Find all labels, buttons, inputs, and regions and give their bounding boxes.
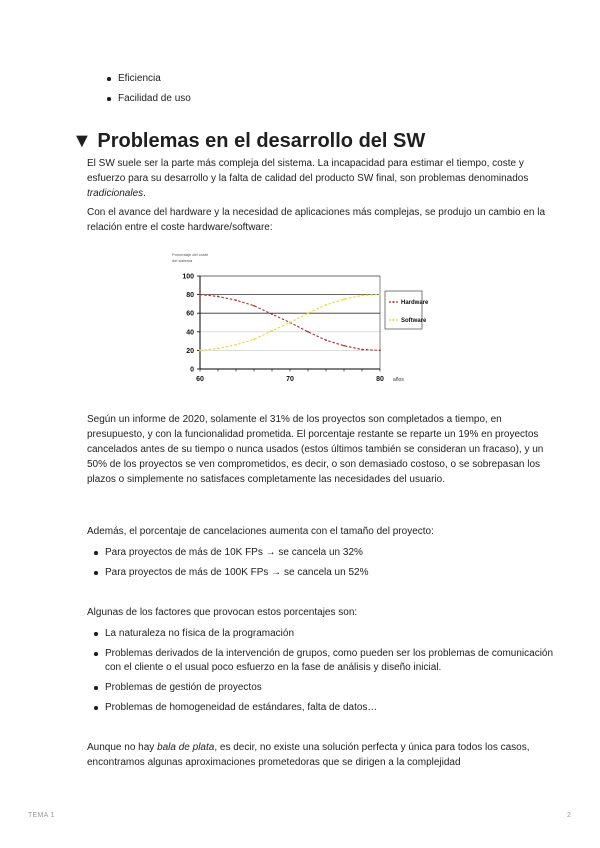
data-point [379,294,381,296]
y-tick-label: 60 [186,310,194,318]
y-tick-label: 20 [186,347,194,355]
data-point [325,339,327,341]
data-point [307,331,309,333]
list-item: La naturaleza no física de la programación [105,627,555,641]
data-point [271,330,273,332]
factors-list [105,627,555,721]
y-tick-label: 100 [182,273,194,281]
cancel-list [105,546,555,586]
data-point [343,345,345,347]
paragraph-intro: El SW suele ser la parte más compleja del sistema. La incapacidad para estimar el tiempo, coste y esfuerzo para su desarrollo y la falta de calidad del producto SW final, son problemas denominados tradicionales. [87,158,529,199]
footer-chapter: TEMA 1 [28,812,55,819]
paragraph-cancelaciones: Además, el porcentaje de cancelaciones aumenta con el tamaño del proyecto: [87,526,434,537]
data-point [379,350,381,352]
data-point [307,312,309,314]
data-point [253,305,255,307]
legend-marker [393,301,395,303]
paragraph-factores: Algunas de los factores que provocan estos porcentajes son: [87,607,358,618]
data-point [253,338,255,340]
data-point [361,295,363,297]
list-item: Eficiencia [118,72,191,86]
chart-title-line: Porcentaje del coste [172,252,209,257]
paragraph-bala-de-plata: Aunque no hay bala de plata, es decir, no existe una solución perfecta y única para todos los casos, encontramos algunas aproximaciones prometedoras que se dirigen a la complejidad [87,742,530,768]
data-point [361,349,363,351]
emphasis-text: tradicionales [87,188,144,199]
data-point [217,296,219,298]
collapse-triangle-icon[interactable]: ▼ [72,130,92,152]
list-item: Para proyectos de más de 100K FPs → se cancela un 52% [105,566,555,580]
list-item: Problemas de gestión de proyectos [105,681,555,695]
data-point [289,322,291,324]
legend-label: Hardware [401,300,429,307]
top-bullet-list [118,72,191,112]
chart-title [172,252,209,263]
data-point [271,313,273,315]
paragraph-hardware: Con el avance del hardware y la necesidad de aplicaciones más complejas, se produjo un cambio en la relación entre el coste hardware/software: [87,207,546,233]
y-tick-label: 40 [186,329,194,337]
y-tick-label: 0 [190,366,194,374]
footer-page-number: 2 [567,812,572,819]
x-tick-label: 80 [376,376,384,383]
legend-marker [393,319,395,321]
data-point [343,298,345,300]
y-tick-label: 80 [186,292,194,300]
x-tick-label: 70 [286,376,294,383]
data-point [235,344,237,346]
legend-label: Software [401,318,427,325]
data-point [199,294,201,296]
list-item: Problemas derivados de la intervención de grupos, como pueden ser los problemas de comunicación con el cliente o el usual poco esfuerzo en la fase de análisis y diseño inicial. [105,648,554,673]
paragraph-report: Según un informe de 2020, solamente el 31% de los proyectos son completados a tiempo, en presupuesto, y con la funcionalidad prometida. El porcentaje restante se reparte un 19% en proyectos cancelados antes de su tiempo o nunca usados (estos últimos también se consideran un fracaso), y un 50% de los proyectos se ven comprometidos, es decir, o son demasiado costoso, o se sobrepasan los plazos o simplemente no satisfaces completamente las necesidades del usuario. [87,414,544,485]
list-item: Para proyectos de más de 10K FPs → se cancela un 32% [105,546,555,560]
data-point [325,304,327,306]
list-item: Facilidad de uso [118,93,191,104]
list-item: Problemas de homogeneidad de estándares, falta de datos… [105,701,555,715]
emphasis-text: bala de plata [157,742,215,753]
data-point [217,348,219,350]
data-point [199,350,201,352]
data-point [235,299,237,301]
cost-chart [165,245,429,390]
section-title: Problemas en el desarrollo del SW [97,130,426,152]
x-tick-label: 60 [196,376,204,383]
x-axis-label: años [393,377,404,383]
chart-title-line: del sistema [172,258,193,263]
section-heading[interactable] [72,128,425,154]
